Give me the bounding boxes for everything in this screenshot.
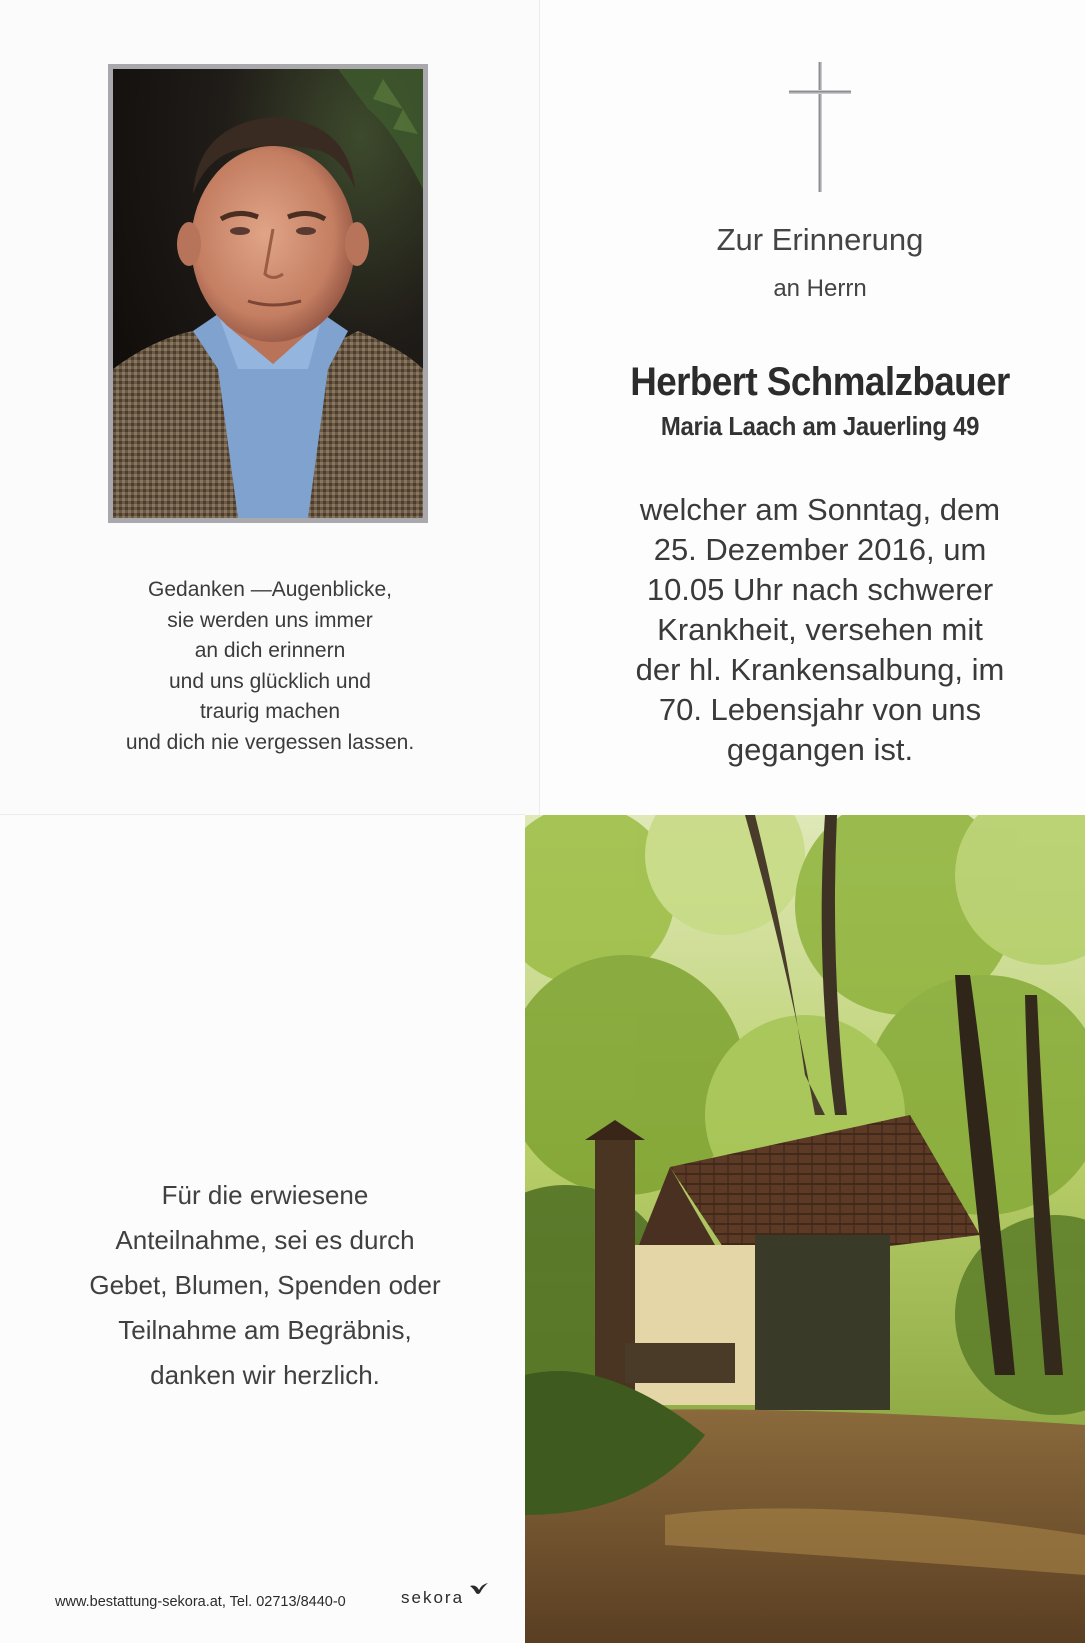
announcement-line: 10.05 Uhr nach schwerer: [646, 572, 994, 607]
poem-line: Gedanken —Augenblicke,: [148, 578, 392, 601]
announcement-line: gegangen ist.: [726, 732, 914, 767]
cross-icon: [789, 62, 851, 192]
memorial-heading: Zur Erinnerung: [716, 222, 924, 257]
poem-text: [60, 575, 480, 758]
death-announcement: [560, 490, 1080, 770]
announcement-line: 70. Lebensjahr von uns: [658, 692, 982, 727]
portrait-photo: [108, 64, 428, 523]
announcement-line: Krankheit, versehen mit: [657, 612, 983, 647]
announcement-line: der hl. Krankensalbung, im: [635, 652, 1005, 687]
poem-line: sie werden uns immer: [167, 608, 373, 632]
poem-line: an dich erinnern: [194, 639, 346, 662]
deceased-name: Herbert Schmalzbauer: [630, 360, 1010, 404]
footer-contact: www.bestattung-sekora.at, Tel. 02713/8440-0: [55, 1594, 346, 1610]
fold-line: [539, 0, 540, 815]
thanks-line: danken wir herzlich.: [150, 1360, 380, 1390]
thanks-line: Gebet, Blumen, Spenden oder: [89, 1270, 441, 1300]
chapel-photo: [525, 815, 1085, 1643]
thanks-line: Teilnahme am Begräbnis,: [118, 1315, 412, 1345]
poem-line: und uns glücklich und: [169, 669, 371, 693]
fold-line: [0, 814, 525, 815]
bird-icon: [470, 1583, 488, 1597]
company-logo: sekora: [401, 1588, 465, 1607]
thanks-line: Für die erwiesene: [161, 1180, 369, 1210]
deceased-address: Maria Laach am Jauerling 49: [660, 411, 980, 441]
salutation: an Herrn: [773, 275, 867, 302]
poem-line: traurig machen: [199, 700, 341, 723]
announcement-line: welcher am Sonntag, dem: [639, 492, 1001, 527]
poem-line: und dich nie vergessen lassen.: [125, 730, 415, 754]
thanks-text: [40, 1173, 490, 1398]
announcement-line: 25. Dezember 2016, um: [653, 532, 987, 567]
thanks-line: Anteilnahme, sei es durch: [115, 1225, 415, 1255]
